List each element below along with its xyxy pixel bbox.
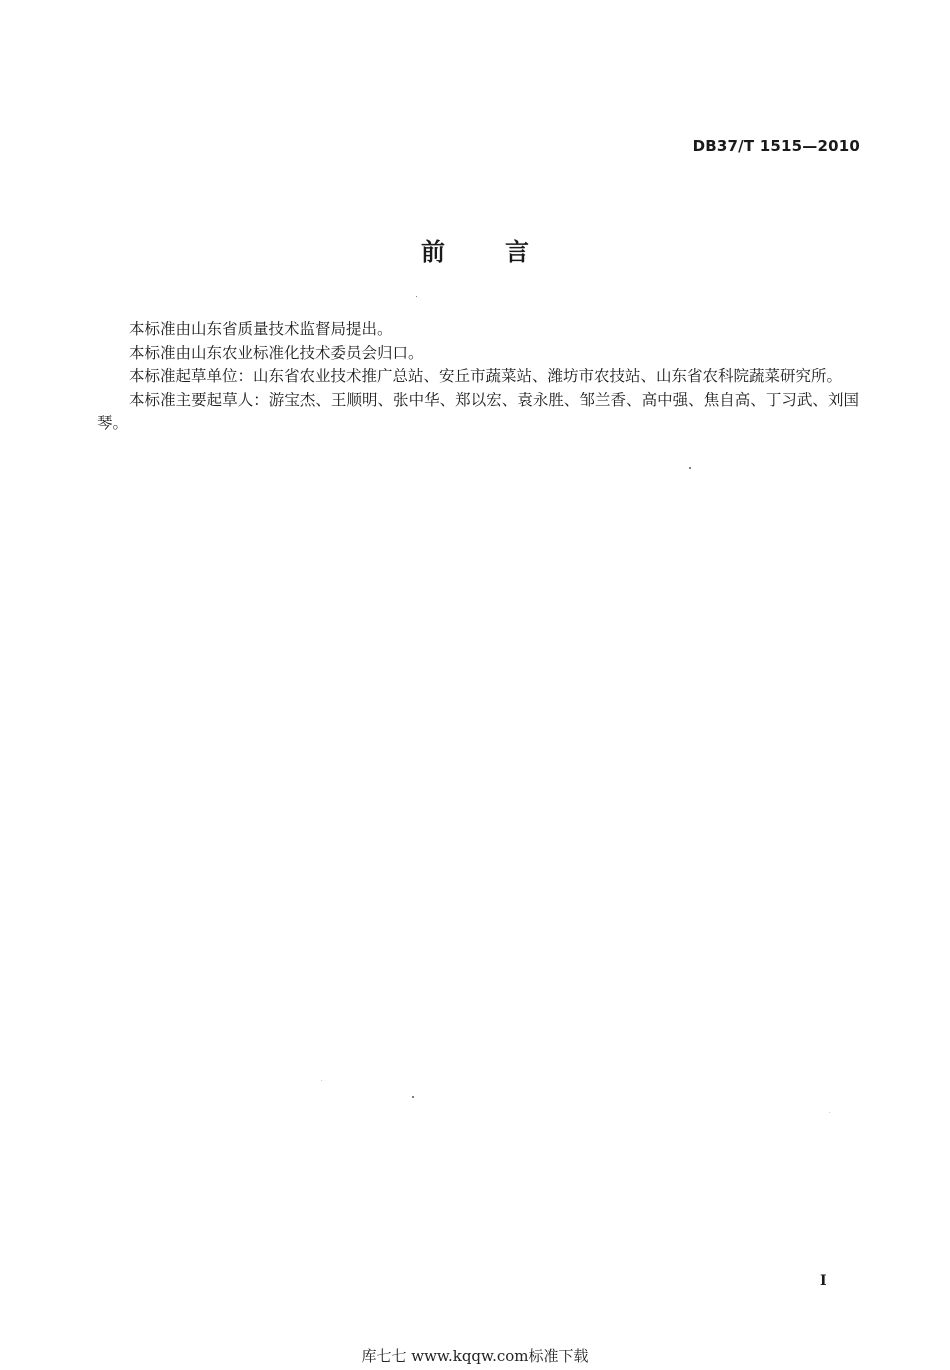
title-char-1: 前 bbox=[421, 238, 445, 266]
footer-watermark: 库七七 www.kqqw.com标准下载 bbox=[361, 1347, 589, 1365]
scan-speck bbox=[412, 1096, 414, 1098]
paragraph-drafting-units: 本标准起草单位：山东省农业技术推广总站、安丘市蔬菜站、潍坊市农技站、山东省农科院蔬菜研究所。 bbox=[129, 367, 843, 385]
standard-code: DB37/T 1515—2010 bbox=[692, 137, 860, 155]
foreword-body bbox=[97, 318, 859, 436]
scan-speck bbox=[416, 296, 417, 297]
paragraph-committee: 本标准由山东农业标准化技术委员会归口。 bbox=[129, 343, 424, 362]
paragraph-proposer: 本标准由山东省质量技术监督局提出。 bbox=[129, 320, 393, 338]
page-number: I bbox=[820, 1273, 827, 1289]
title-char-2: 言 bbox=[505, 238, 529, 266]
scan-speck bbox=[321, 1080, 322, 1081]
scan-speck bbox=[689, 467, 691, 469]
page-title bbox=[0, 232, 950, 267]
scan-speck bbox=[829, 1112, 830, 1113]
paragraph-drafters: 本标准主要起草人：游宝杰、王顺明、张中华、郑以宏、袁永胜、邹兰香、高中强、焦自高、丁习武、刘国琴。 bbox=[97, 390, 859, 432]
